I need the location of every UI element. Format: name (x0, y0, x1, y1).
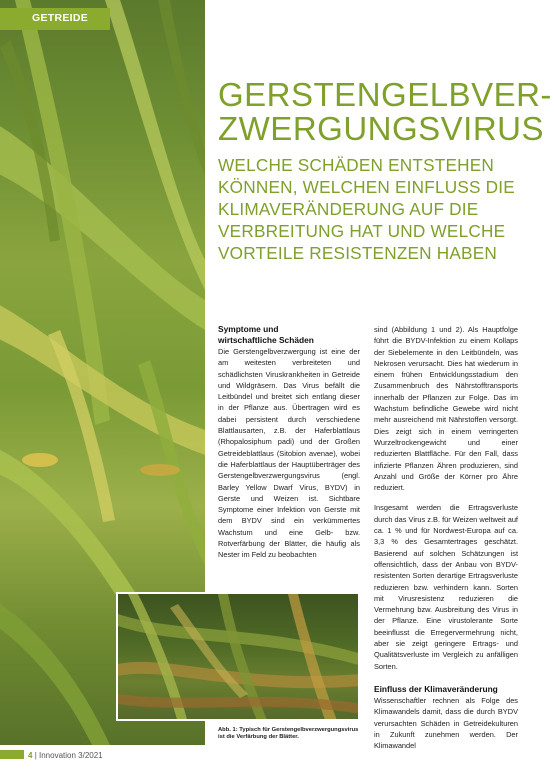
heading-line: wirtschaftliche Schäden (218, 335, 314, 345)
subtitle-line: KÖNNEN, WELCHEN EINFLUSS DIE (218, 177, 515, 197)
section-label: GETREIDE (32, 12, 89, 24)
body-paragraph: Die Gerstengelbverzwergung ist eine der am weitesten verbreiteten und schädlichsten Viruskrankheiten in Getreide und Wildgräsern. Das Virus befällt die Leitbündel und breitet sich entlang dieser in der Pflanze aus. Übertragen wird es dabei persistent durch verschiedene Blattlausarten, z.B. der Haferblattlaus (Rhopalosiphum padi) und der Großen Getreideblattlaus (Sitobion avenae), wobei die Haferblattlaus der Hauptüberträger des Gerstengelbverzwergungsvirus (engl. Barley Yellow Dwarf Virus, BYDV) in Gerste und Weizen ist. Sichtbare Symptome einer Infektion von Gerste mit dem BYDV sind ein verkümmertes Wachstum und eine Gelb- bzw. Rotverfärbung der Blätter, die häufig als Nester im Feld zu beobachten (218, 347, 360, 560)
article-title (218, 76, 552, 147)
subtitle-line: VORTEILE RESISTENZEN HABEN (218, 243, 497, 263)
subtitle-line: KLIMAVERÄNDERUNG AUF DIE (218, 199, 479, 219)
figure-caption: Abb. 1: Typisch für Gerstengelbverzwergungsvirus ist die Verfärbung der Blätter. (218, 727, 359, 741)
footer-accent-bar (0, 750, 24, 759)
article-subtitle (218, 154, 538, 264)
subtitle-line: VERBREITUNG HAT UND WELCHE (218, 221, 506, 241)
page-footer (28, 751, 103, 760)
left-text-column (218, 324, 360, 561)
figure-photo (116, 592, 360, 721)
publication-name: Innovation 3/2021 (39, 751, 103, 760)
section-heading-climate: Einfluss der Klimaveränderung (374, 683, 498, 694)
section-heading-symptoms (218, 324, 360, 346)
title-line: ZWERGUNGSVIRUS (218, 110, 545, 147)
heading-line: Symptome und (218, 324, 279, 334)
subtitle-line: WELCHE SCHÄDEN ENTSTEHEN (218, 155, 495, 175)
right-text-column (374, 324, 518, 751)
body-paragraph: Wissenschaftler rechnen als Folge des Klimawandels damit, dass die durch BYDV verursachten Schäden in Getreidekulturen in Zukunft zunehmen werden. Der Klimawandel (374, 695, 518, 751)
title-line: GERSTENGELBVER- (218, 76, 552, 113)
body-paragraph: Insgesamt werden die Ertragsverluste durch das Virus z.B. für Weizen weltweit auf ca. 1 % und für Nordwest-Europa auf ca. 3,3 % des Gesamtertrages geschätzt. Basierend auf solchen Schätzungen ist offensichtlich, dass der Anbau von BYDV-resistenten Sorten derartige Ertragsverluste reduzieren bzw. verhindern kann. Sorten mit Virusresistenz reduzieren die Vermehrung bzw. Ausbreitung des Virus in der Pflanze. Eine virustolerante Sorte beeinflusst die Erregervermehrung nicht, aber sie zeigt geringere Ertrags- und Qualitätsverluste im Vergleich zu anfälligen Sorten. (374, 503, 518, 671)
footer-separator: | (34, 751, 37, 760)
body-paragraph: sind (Abbildung 1 und 2). Als Hauptfolge führt die BYDV-Infektion zu einem Kollaps der Siebelemente in den Leitbündeln, was Nekrosen verursacht. Dies hat wiederum in einem frühen Entwicklungsstadium den Zusammenbruch des Nährstofftransports innerhalb der Pflanzen zur Folge. Das im Wachstum befindliche Gewebe wird nicht mehr ausreichend mit Nährstoffen versorgt. Dies zeigt sich in einem verringerten Wurzeltrockengewicht und einer reduzierten Blattfläche. Für den Fall, dass infizierte Pflanzen Ähren produzieren, sind Anzahl und Größe der Körner pro Ähre reduziert. (374, 325, 518, 493)
page-number: 4 (28, 751, 33, 760)
